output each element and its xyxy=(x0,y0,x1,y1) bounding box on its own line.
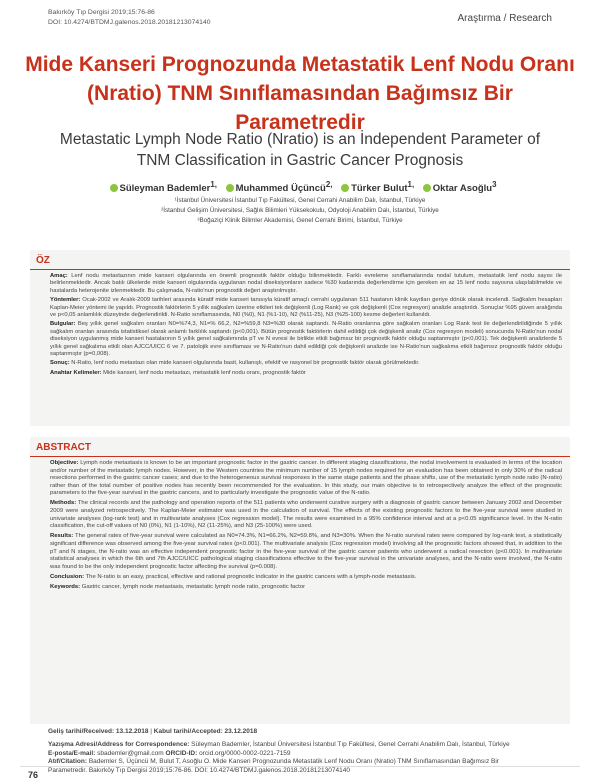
title-english: Metastatic Lymph Node Ratio (Nratio) is an İndependent Parameter of TNM Classification in Gastric Cancer Prognosis xyxy=(59,131,541,169)
author-name: Süleyman Bademler xyxy=(119,183,211,195)
page-number: 76 xyxy=(28,770,39,780)
journal-header xyxy=(48,8,211,28)
footer-divider xyxy=(20,766,580,767)
oz-label: Yöntemler: xyxy=(50,297,81,304)
oz-label: Sonuç: xyxy=(50,360,70,367)
abstract-label: Conclusion: xyxy=(50,573,85,580)
abstract-heading: ABSTRACT xyxy=(36,442,91,453)
author-name: Oktar Asoğlu xyxy=(432,183,493,195)
orcid-icon[interactable] xyxy=(110,184,118,192)
abstract-text: The N-ratio is an easy, practical, effective and rational prognostic indicator in the gastric cancers with a lymph-node metastasis. xyxy=(85,573,417,580)
oz-box xyxy=(30,250,570,426)
author-affiliation-mark: 1, xyxy=(407,180,415,189)
abstract-text: Lymph node metastasis is known to be an important prognostic factor in the gastric cancer. In different staging classifications, the nodal involvement is evaluated in terms of the location and/or number of the metastatic lymph nodes. However, in the Western countries the minimum number of 15 lymph nodes required for an evaluation has been obtained in only 30% of the radical resections performed in the gastric cancer cases; and due to the heterogeneous survival responses in the same stage patients and the phase shifts, use of the metastatic lymph node ratio (N-ratio) rather than of the total number of positive nodes has recently been recommended for the evaluation. In this study, our main objective is to retrospectively analyze the effect of the prognostic parameters to the five-year survival in the gastric cancers, and to particularly investigate the prognostic value of the N-ratio. xyxy=(50,460,562,497)
orcid-icon[interactable] xyxy=(341,184,349,192)
article-type: Araştırma / Research xyxy=(457,13,552,24)
abstract-text: Gastric cancer, lymph node metastasis, metastatic lymph node ratio, prognostic factor xyxy=(81,583,306,590)
oz-text: Lenf nodu metastazının mide kanseri olgularında en önemli prognostik faktör olduğu bilinmektedir. Farklı evreleme sınıflamalarında nodal tutulum, metastatik lenf nodu sayısı ile belirlenmektedir. Ancak batılı ülkelerde mide kanseri olgularında uygulanan nodal diseksiyonların sadece %30 kadarında değerlendirme için gereken en az 15 lenf nodu sayısına ulaşılabilmekte ve hastalarda heterojenite izlenmektedir. Bu çalışmada, N-ratio'nun prognostik değeri araştırılmıştır. xyxy=(50,273,562,294)
abstract-paragraph xyxy=(50,460,562,498)
abstract-label: Keywords: xyxy=(50,583,81,590)
affiliation: ³Boğaziçi Klinik Bilimler Akademisi, Genel Cerrahi Birimi, İstanbul, Türkiye xyxy=(197,217,403,224)
orcid-link[interactable]: orcid.org/0000-0002-0221-7159 xyxy=(199,749,291,757)
abstract-label: Methods: xyxy=(50,500,77,507)
author-affiliation-mark: 2, xyxy=(325,180,333,189)
address-text: Süleyman Bademler, İstanbul Üniversitesi İstanbul Tıp Fakültesi, Genel Cerrahi Anabilim Dalı, İstanbul, Türkiye xyxy=(191,741,510,748)
abstract-text: The clinical records and the pathology and operation reports of the 511 patients who underwent curative surgery with a diagnosis of gastric cancer between January 2002 and December 2009 were analyzed retrospectively. The Kaplan-Meier estimator was used in the calculation of survival. The effects of the existing prognostic factors to the five-year survival were studied in univariate analyses (log-rank test) and in multivariate analyses (Cox regression model). The results were examined in a 95% confidence interval and at a p<0.05 significance level. In the N-ratio classification, the cut-off values of N0 (0%), N1 (1-10%), N2 (11-25%), and N3 (25-100%) were used. xyxy=(50,500,563,530)
oz-label: Anahtar Kelimeler: xyxy=(50,369,102,376)
received-date: Geliş tarihi/Received: 13.12.2018 xyxy=(48,728,149,735)
oz-paragraph xyxy=(50,321,562,358)
author-list xyxy=(30,180,570,194)
author-name: Türker Bulut xyxy=(351,183,408,195)
accepted-date: Kabul tarihi/Accepted: 23.12.2018 xyxy=(153,728,258,735)
divider xyxy=(30,456,570,457)
oz-label: Bulgular: xyxy=(50,321,76,328)
oz-text: N-Ratio, lenf nodu metastazı olan mide kanseri olgularında basit, kullanışlı, efektif ve rasyonel bir prognostik faktör olarak görülmektedir. xyxy=(71,360,420,367)
oz-heading: ÖZ xyxy=(36,255,50,266)
author-affiliation-mark: 1, xyxy=(210,180,217,189)
oz-paragraph xyxy=(50,370,562,377)
oz-paragraph xyxy=(50,297,562,319)
affiliations xyxy=(30,196,570,226)
address-label: Yazışma Adresi/Address for Correspondence: xyxy=(48,741,190,748)
correspondence-address xyxy=(48,741,538,750)
abstract-paragraph xyxy=(50,533,562,571)
abstract-paragraph xyxy=(50,584,562,592)
affiliation: ²İstanbul Gelişim Üniversitesi, Sağlık Bilimleri Yüksekokulu, Odyoloji Anabilim Dalı, İstanbul, Türkiye xyxy=(161,207,439,214)
oz-paragraph xyxy=(50,360,562,367)
affiliation: ¹İstanbul Üniversitesi İstanbul Tıp Fakültesi, Genel Cerrahi Anabilim Dalı, İstanbul, Türkiye xyxy=(174,197,426,204)
oz-text: Mide kanseri, lenf nodu metastazı, metastatik lenf nodu oranı, prognostik faktör xyxy=(103,369,306,376)
abstract-paragraph xyxy=(50,500,562,530)
doi: DOI: 10.4274/BTDMJ.galenos.2018.20181213074140 xyxy=(48,19,211,26)
abstract-paragraph xyxy=(50,574,562,582)
article-dates: Geliş tarihi/Received: 13.12.2018 | Kabul tarihi/Accepted: 23.12.2018 xyxy=(48,728,258,735)
oz-paragraph xyxy=(50,273,562,295)
abstract-box xyxy=(30,437,570,724)
correspondence-contact xyxy=(48,750,538,759)
citation-text: Bademler S, Üçüncü M, Bulut T, Asoğlu O. Mide Kanseri Prognozunda Metastatik Lenf Nodu Oranı (Nratio) TNM Sınıflamasından Bağımsız Bir Parametredir. Bakırköy Tıp Dergisi 2019;15:76-86. DOI: 10.4274/BTDMJ.galenos.2018.20181213074140 xyxy=(48,758,499,774)
citation-label: Atıf/Citation: xyxy=(48,758,87,765)
divider xyxy=(30,269,570,270)
oz-label: Amaç: xyxy=(50,273,68,279)
journal-citation: Bakırköy Tıp Dergisi 2019;15:76-86 xyxy=(48,9,155,16)
oz-text: Beş yıllık genel sağkalım oranları N0=%74,3, N1=% 66,2, N2=%59,8 N3=%30 olarak saptandı. N-Ratio oranlarına göre sağkalım oranları Log Rank test ile değerlendirildiğinde 5 yıllık sağkalım oranları arasında istatistiksel olarak anlamlı farklılık saptandı (p<0,001). Bütün prognostik faktörlerin dahil edildiği çok değişkenli analiz (Cox regresyon modeli) sonucunda N-Ratio'nun nodal diseksiyon uygulanmış mide kanseri hastalarının 5 yıllık genel sağkalımında pT ve N evresi ile birlikte etkili bağımsız bir prognostik faktör olduğu saptanmıştır (p<0,001). Tek değişkenli analizlerde 5 yıllık genel sağkalıma etkili olan AJCC/UICC 6 ve 7. patolojik evre sınıflaması ve N-Ratio'nun dahil edildiği çok değişkenli analizde ise N-Ratio'nun sağkalıma etkili bağımsız prognostik faktör olduğu saptanmıştır (p=0,008). xyxy=(50,321,562,358)
abstract-text: The general rates of five-year survival were calculated as N0=74.3%, N1=66.2%, N2=59.8%, and N3=30%. When the N-ratio survival rates were compared by log-rank test, a statistically significant difference was observed among the five-year survival rates (p<0.001). The multivariate analysis (Cox regression model) involving all the prognostic factors showed that, in addition to the pT and N stages, the N-ratio was an effective independent prognostic factor in the five-year survival of the gastric cancer patients who underwent a radical resection (p<0.001). In multivariate statistical analyses in which the 6th and 7th AJCC/UICC pathological staging classifications effective to the five-year survival in the univariate analyses, and the N-ratio were involved, the N-ratio was found to be the only independent prognostic factor affecting the survival (p=0.008). xyxy=(50,533,562,570)
author-name: Muhammed Üçüncü xyxy=(235,183,326,195)
orcid-icon[interactable] xyxy=(423,184,431,192)
orcid-label: ORCID-ID: xyxy=(165,749,198,757)
abstract-label: Results: xyxy=(50,533,74,540)
oz-text: Ocak-2002 ve Aralık-2009 tarihleri arasında küratif mide kanseri tanısıyla küratif amaçlı cerrahi uygulanan 511 hastanın klinik kayıtları geriye dönük olarak incelendi. Sağkalım hesapları Kaplan-Meier yöntemi ile yapıldı. Prognostik faktörlerin 5 yıllık sağkalım üzerine etkileri tek değişkenli (Log Rank) ve çok değişkenli (Cox regresyon) analizle araştırıldı. Sonuçlar %95 güven aralığında ve p<0,05 anlamlılık düzeyinde değerlendirildi. N-Ratio sınıflamasında, N0 (%0), N1 (%1-10), N2 (%11-25), N3 (%25-100) kesme değerleri kullanıldı. xyxy=(50,297,562,319)
email-label: E-posta/E-mail: xyxy=(48,749,96,757)
title-turkish: Mide Kanseri Prognozunda Metastatik Lenf Nodu Oranı (Nratio) TNM Sınıflamasından Bağımsız Bir Parametredir xyxy=(25,53,575,134)
abstract-label: Objective: xyxy=(50,460,79,466)
email-link[interactable]: sbademler@gmail.com xyxy=(97,749,164,757)
orcid-icon[interactable] xyxy=(226,184,234,192)
author-affiliation-mark: 3 xyxy=(492,180,497,189)
correspondence-block xyxy=(48,741,538,775)
